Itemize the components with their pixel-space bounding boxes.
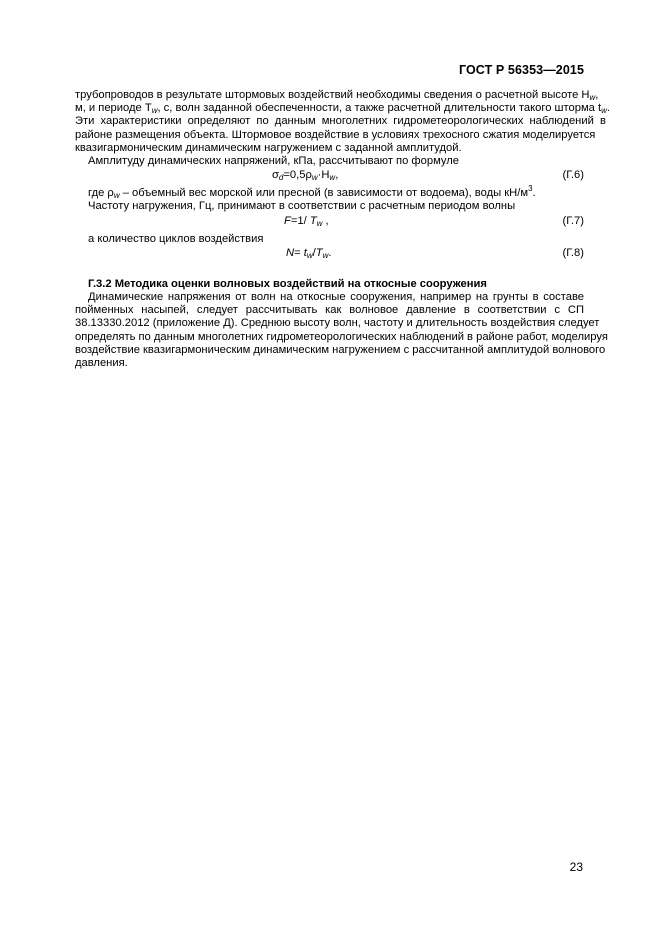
text-line: м, и периоде $T_w$, с, волн заданной обеспеченности, а также расчетной длительности такого шторма $t_w$. <box>75 102 610 116</box>
paragraph-slope-method <box>75 291 608 370</box>
text-line: воздействие квазигармоническим динамическим нагружением с рассчитанной амплитудой волнового <box>75 343 606 356</box>
formula-g7: F=1/ $T_w$ , <box>284 214 329 228</box>
document-body <box>75 89 610 370</box>
formula-row-g6 <box>75 169 584 184</box>
text-line: Амплитуду динамических напряжений, кПа, рассчитывают по формуле <box>88 155 459 168</box>
equation-number-g8: (Г.8) <box>562 246 584 259</box>
text-line: трубопроводов в результате штормовых воздействий необходимы сведения о расчетной высоте $H_w$, <box>75 89 599 102</box>
standard-header: ГОСТ Р 56353—2015 <box>458 63 584 77</box>
formula-row-g7 <box>75 215 584 230</box>
text-line: давления. <box>75 357 128 370</box>
equation-number-g6: (Г.6) <box>562 169 584 182</box>
formula-row-g8 <box>75 247 584 262</box>
text-line: Эти характеристики определяют по данным многолетних гидрометеорологических наблюдений в <box>75 115 606 128</box>
text-line: Динамические напряжения от волн на откосные сооружения, например на грунты в составе <box>88 291 584 304</box>
text-line: где $\rho_w$ – объемный вес морской или пресной (в зависимости от водоема), воды $кН/м^3$. <box>88 184 536 201</box>
paragraph-frequency: Частоту нагружения, Гц, принимают в соответствии с расчетным периодом волны <box>88 200 516 213</box>
text-line: 38.13330.2012 (приложение Д). Среднюю высоту волн, частоту и длительность воздействия следует <box>75 317 600 330</box>
formula-g6: $\sigma_d=0,5\rho_w\cdot H_w$, <box>272 169 339 183</box>
paragraph-intro <box>75 89 610 155</box>
page-number: 23 <box>569 860 583 874</box>
formula-g8: $N= t_w/T_w$. <box>286 246 332 260</box>
paragraph-cycles: а количество циклов воздействия <box>88 232 264 245</box>
text-line: районе размещения объекта. Штормовое воздействие в условиях трехосного сжатия моделируется <box>75 128 596 141</box>
section-heading: Г.3.2 Методика оценки волновых воздействий на откосные сооружения <box>88 277 487 290</box>
text-line: квазигармоническим динамическим нагружением с заданной амплитудой. <box>75 141 462 154</box>
text-line: пойменных насыпей, следует рассчитывать как волновое давление в соответствии с СП <box>75 304 584 317</box>
equation-number-g7: (Г.7) <box>562 214 584 227</box>
text-line: определять по данным многолетних гидрометеорологических наблюдений в районе работ, моделируя <box>75 330 608 343</box>
